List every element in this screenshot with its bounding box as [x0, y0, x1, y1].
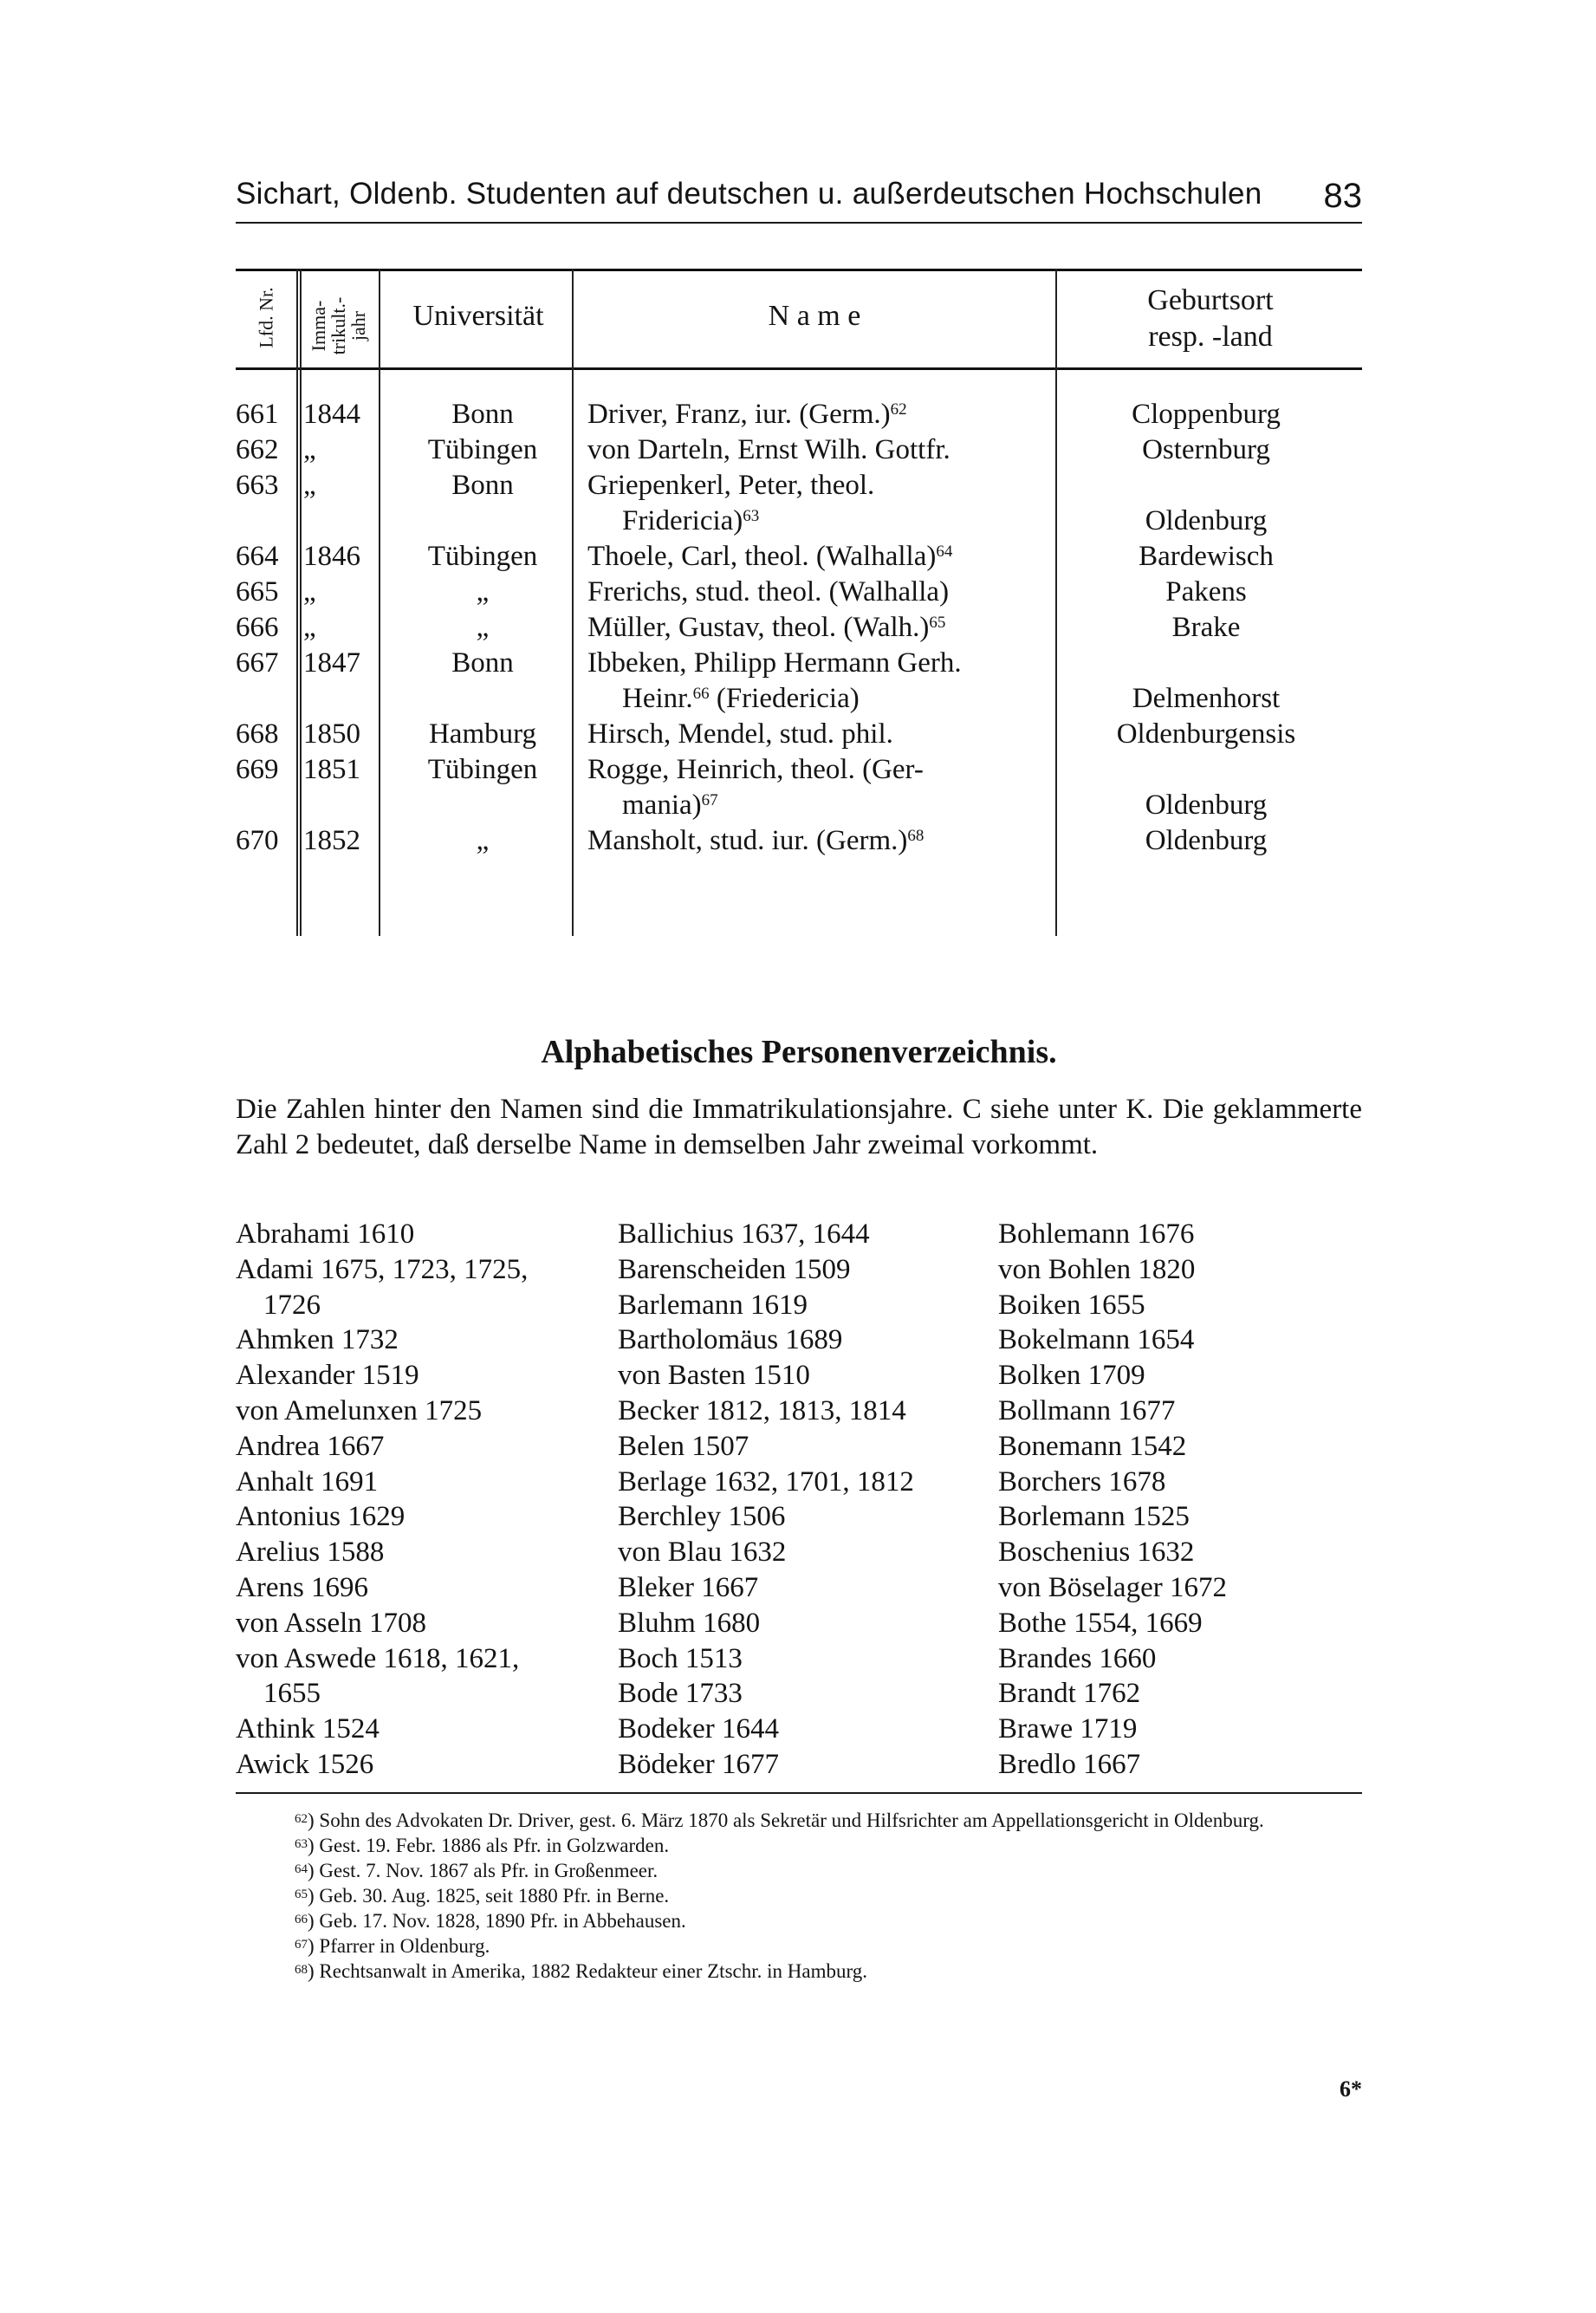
index-entry: Andrea 1667 [236, 1430, 385, 1462]
header-lfd-nr: Lfd. Nr. [255, 287, 277, 348]
table-body [236, 397, 1362, 859]
name-text: Griepenkerl, Peter, theol. [587, 470, 875, 501]
index-entry: Arens 1696 [236, 1571, 369, 1603]
table-row [236, 681, 1362, 717]
name-text: Heinr. [622, 683, 693, 714]
name-text: Thoele, Carl, theol. (Walhalla) [587, 541, 937, 572]
index-entry: Berchley 1506 [618, 1501, 786, 1533]
index-entry: von Aswede 1618, 1621, [236, 1642, 520, 1674]
index-entry: Barlemann 1619 [618, 1289, 808, 1321]
table-row [236, 432, 1362, 468]
index-entry: Bohlemann 1676 [998, 1218, 1195, 1250]
index-entry: Antonius 1629 [236, 1501, 405, 1533]
table-row [236, 788, 1362, 823]
footnote-number: 68 [295, 1963, 308, 1977]
header-jahr-line3: jahr [347, 310, 369, 341]
cell-geburtsort: Cloppenburg [1132, 399, 1281, 430]
index-entry: von Bohlen 1820 [998, 1253, 1196, 1285]
footnote-text: ) Gest. 19. Febr. 1886 als Pfr. in Golzwarden. [308, 1835, 670, 1856]
table-row [236, 752, 1362, 788]
index-column-1 [236, 1217, 600, 1783]
index-entry: 1726 [263, 1289, 321, 1321]
footnote [236, 1808, 1362, 1833]
index-entry: Bodeker 1644 [618, 1713, 780, 1745]
cell-geburtsort: Pakens [1165, 576, 1247, 607]
index-entry: von Böselager 1672 [998, 1571, 1227, 1603]
footnote-ref: 66 [692, 685, 710, 703]
name-text: Müller, Gustav, theol. (Walh.) [587, 612, 930, 643]
footnote [236, 1933, 1362, 1959]
cell-geburtsort: Osternburg [1142, 434, 1270, 465]
index-entry: Bödeker 1677 [618, 1748, 780, 1780]
cell-jahr: 1847 [303, 647, 360, 679]
cell-nr: 668 [236, 718, 279, 750]
cell-jahr: 1850 [303, 718, 360, 750]
table-row [236, 610, 1362, 646]
cell-universitaet: „ [476, 612, 490, 643]
header-rule [236, 222, 1362, 224]
index-entry: Belen 1507 [618, 1430, 749, 1462]
cell-universitaet: Bonn [451, 647, 514, 679]
index-entry: Awick 1526 [236, 1748, 374, 1780]
table-row [236, 575, 1362, 610]
header-ort-line2: resp. -land [1148, 321, 1273, 353]
cell-universitaet: Tübingen [427, 754, 538, 785]
table-row [236, 468, 1362, 504]
running-header [236, 172, 1362, 224]
table-row [236, 539, 1362, 575]
index-entry: Bleker 1667 [618, 1571, 759, 1603]
index-entry: Borlemann 1525 [998, 1501, 1190, 1533]
index-entry: Bonemann 1542 [998, 1430, 1187, 1462]
footnote-ref: 68 [907, 827, 925, 845]
index-entry: Alexander 1519 [236, 1360, 419, 1392]
footnote-ref: 67 [701, 791, 718, 809]
cell-nr: 662 [236, 434, 279, 465]
footnote-ref: 64 [936, 543, 953, 561]
index-entry: Boiken 1655 [998, 1289, 1145, 1321]
cell-universitaet: „ [476, 576, 490, 607]
footnote-text: ) Geb. 30. Aug. 1825, seit 1880 Pfr. in Berne. [308, 1885, 670, 1907]
table-row [236, 397, 1362, 432]
cell-jahr: „ [303, 434, 316, 465]
index-entry: Adami 1675, 1723, 1725, [236, 1253, 529, 1285]
index-entry: Bolken 1709 [998, 1360, 1145, 1392]
header-ort-line1: Geburtsort [1147, 284, 1274, 316]
signature-mark: 6* [1340, 2076, 1362, 2102]
index-entry: Brawe 1719 [998, 1713, 1138, 1745]
footnote [236, 1858, 1362, 1883]
cell-nr: 670 [236, 825, 279, 856]
index-entry: Barenscheiden 1509 [618, 1253, 851, 1285]
cell-nr: 666 [236, 612, 279, 643]
running-title: Sichart, Oldenb. Studenten auf deutschen u. außerdeutschen Hochschulen [236, 177, 1262, 211]
cell-universitaet: Bonn [451, 470, 514, 501]
cell-geburtsort: Oldenburg [1145, 825, 1268, 856]
cell-nr: 669 [236, 754, 279, 785]
cell-nr: 664 [236, 541, 279, 572]
index-entry: Berlage 1632, 1701, 1812 [618, 1465, 914, 1498]
index-entry: Becker 1812, 1813, 1814 [618, 1394, 906, 1426]
footnote [236, 1883, 1362, 1908]
cell-universitaet: „ [476, 825, 490, 856]
cell-name [587, 468, 1298, 504]
cell-name [587, 646, 1298, 681]
index-column-2 [618, 1217, 999, 1783]
student-table [236, 269, 1362, 945]
cell-geburtsort: Oldenburgensis [1116, 718, 1296, 750]
footnote-rule [236, 1792, 1362, 1794]
footnote [236, 1833, 1362, 1858]
name-text: Driver, Franz, iur. (Germ.) [587, 399, 891, 430]
cell-jahr: 1852 [303, 825, 360, 856]
index-entry: Ahmken 1732 [236, 1324, 399, 1356]
index-entry: von Amelunxen 1725 [236, 1394, 483, 1426]
footnote [236, 1959, 1362, 1984]
name-text: Ibbeken, Philipp Hermann Gerh. [587, 647, 962, 679]
section-title: Alphabetisches Personenverzeichnis. [541, 1034, 1057, 1070]
name-text: Mansholt, stud. iur. (Germ.) [587, 825, 908, 856]
index-entry: Bothe 1554, 1669 [998, 1607, 1203, 1639]
index-entry: Athink 1524 [236, 1713, 380, 1745]
footnote-ref: 65 [929, 614, 946, 632]
name-text: mania) [622, 789, 702, 821]
index-entry: Bartholomäus 1689 [618, 1324, 843, 1356]
header-universitaet: Universität [412, 300, 544, 332]
footnote-text: ) Gest. 7. Nov. 1867 als Pfr. in Großenmeer. [308, 1860, 659, 1881]
cell-geburtsort: Oldenburg [1145, 789, 1268, 821]
cell-universitaet: Tübingen [427, 434, 538, 465]
header-geburtsort [1059, 283, 1362, 355]
table-top-rule [236, 269, 1362, 271]
cell-nr: 661 [236, 399, 279, 430]
footnote-ref: 63 [743, 507, 760, 525]
index-entry: Brandt 1762 [998, 1678, 1141, 1710]
page-number: 83 [1323, 177, 1362, 215]
cell-geburtsort: Delmenhorst [1132, 683, 1281, 714]
index-entry: Brandes 1660 [998, 1642, 1157, 1674]
index-entry: von Asseln 1708 [236, 1607, 427, 1639]
footnote-text: ) Sohn des Advokaten Dr. Driver, gest. 6. März 1870 als Sekretär und Hilfsrichter am Appellationsgericht in Oldenburg. [308, 1809, 1264, 1831]
table-row [236, 717, 1362, 752]
cell-nr: 665 [236, 576, 279, 607]
name-text: Frerichs, stud. theol. (Walhalla) [587, 576, 950, 607]
cell-nr: 667 [236, 647, 279, 679]
table-header-rule [236, 367, 1362, 370]
index-entry: Bokelmann 1654 [998, 1324, 1195, 1356]
name-text: Hirsch, Mendel, stud. phil. [587, 718, 893, 750]
header-jahr-line2: trikult.- [328, 296, 349, 355]
cell-geburtsort: Bardewisch [1139, 541, 1274, 572]
index-entry: von Blau 1632 [618, 1537, 787, 1569]
index-entry: Borchers 1678 [998, 1465, 1166, 1498]
index-entry: Arelius 1588 [236, 1537, 385, 1569]
index-entry: Bredlo 1667 [998, 1748, 1141, 1780]
cell-nr: 663 [236, 470, 279, 501]
name-text: Fridericia) [622, 505, 743, 536]
cell-name [587, 752, 1298, 788]
footnote-ref: 62 [890, 400, 907, 419]
footnotes [236, 1808, 1362, 1984]
header-name: N a m e [768, 300, 861, 332]
footnote-number: 67 [295, 1938, 308, 1952]
header-jahr-line1: Imma- [308, 300, 329, 352]
footnote-number: 66 [295, 1913, 308, 1926]
footnote-number: 62 [295, 1812, 308, 1826]
cell-jahr: „ [303, 612, 316, 643]
index-entry: Abrahami 1610 [236, 1218, 415, 1250]
index-entry: von Basten 1510 [618, 1360, 810, 1392]
table-row [236, 646, 1362, 681]
name-text: von Darteln, Ernst Wilh. Gottfr. [587, 434, 950, 465]
section-intro: Die Zahlen hinter den Namen sind die Immatrikulationsjahre. C siehe unter K. Die geklammerte Zahl 2 bedeutet, daß derselbe Name in demselben Jahr zweimal vorkommt. [236, 1094, 1362, 1160]
cell-jahr: 1846 [303, 541, 360, 572]
name-text: Rogge, Heinrich, theol. (Ger- [587, 754, 924, 785]
cell-jahr: „ [303, 576, 316, 607]
cell-universitaet: Tübingen [427, 541, 538, 572]
index-entry: Boschenius 1632 [998, 1537, 1195, 1569]
index-entry: Bode 1733 [618, 1678, 743, 1710]
index-entry: 1655 [263, 1678, 321, 1710]
index-column-3 [998, 1217, 1362, 1783]
header-immatrikulationsjahr [308, 263, 371, 388]
name-text-after: (Friedericia) [709, 683, 860, 714]
cell-jahr: „ [303, 470, 316, 501]
footnote-number: 64 [295, 1862, 308, 1876]
cell-geburtsort: Oldenburg [1145, 505, 1268, 536]
footnote-number: 63 [295, 1837, 308, 1851]
cell-jahr: 1851 [303, 754, 360, 785]
footnote [236, 1908, 1362, 1933]
cell-universitaet: Bonn [451, 399, 514, 430]
index-entry: Bluhm 1680 [618, 1607, 761, 1639]
table-row [236, 823, 1362, 859]
footnote-text: ) Rechtsanwalt in Amerika, 1882 Redakteur einer Ztschr. in Hamburg. [308, 1960, 867, 1982]
index-entry: Boch 1513 [618, 1642, 743, 1674]
footnote-text: ) Geb. 17. Nov. 1828, 1890 Pfr. in Abbehausen. [308, 1910, 686, 1932]
cell-universitaet: Hamburg [428, 718, 537, 750]
footnote-number: 65 [295, 1887, 308, 1901]
index-entry: Bollmann 1677 [998, 1394, 1176, 1426]
cell-geburtsort: Brake [1171, 612, 1241, 643]
footnote-text: ) Pfarrer in Oldenburg. [308, 1935, 490, 1957]
index-entry: Ballichius 1637, 1644 [618, 1218, 870, 1250]
cell-jahr: 1844 [303, 399, 360, 430]
table-row [236, 504, 1362, 539]
index-entry: Anhalt 1691 [236, 1465, 379, 1498]
